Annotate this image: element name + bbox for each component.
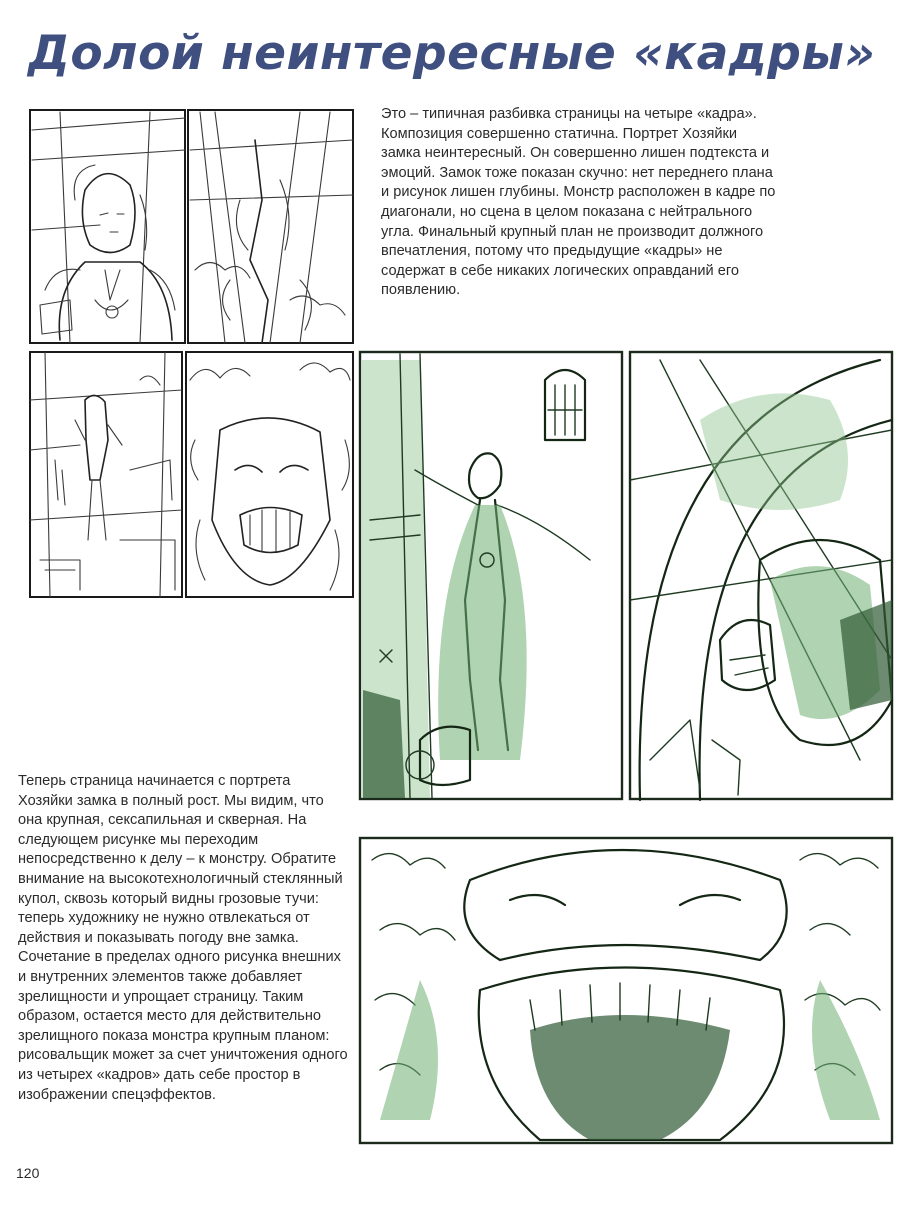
sketch-panel-castle: [188, 110, 353, 343]
sketch-monster-dome: [630, 352, 892, 800]
description-top: Это – типичная разбивка страницы на четыре «кадра». Композиция совершенно статична. Портрет Хозяйки замка неинтересный. Он совершенно лишен подтекста и эмоций. Замок тоже показан скучно: нет переднего плана и рисунок лишен глубины. Монстр расположен в кадре по диагонали, но сцена в целом показана с нейтрального угла. Финальный крупный план не производит должного впечатления, потому что предыдущие «кадры» не содержат в себе никаких логических оправданий его появлению.: [381, 106, 776, 299]
sketch-panel-monster: [186, 352, 353, 597]
sketch-panel-laboratory: [30, 352, 182, 597]
page-title: Долой неинтересные «кадры»: [28, 26, 876, 81]
description-bottom: Теперь страница начинается с портрета Хозяйки замка в полный рост. Мы видим, что она крупная, сексапильная и скверная. На следующем рисунке мы переходим непосредственно к делу – к монстру. Обратите внимание на высокотехнологичный стеклянный купол, сквозь который видны грозовые тучи: теперь художнику не нужно отвлекаться от действия и показывать погоду вне замка. Сочетание в пределах одного рисунка внешних и внутренних элементов также добавляет зрелищности и упрощает страницу. Таким образом, остается место для действительно зрелищного показа монстра крупным планом: рисовальщик может за счет уничтожения одного из четырех «кадров» дать себе простор в изображении спецэффектов.: [18, 773, 348, 1103]
page-number: 120: [16, 1165, 40, 1181]
sketch-panel-hostess-portrait: [30, 110, 185, 343]
sketch-hostess-full-length: [360, 352, 622, 799]
sketch-monster-closeup: [360, 838, 892, 1143]
